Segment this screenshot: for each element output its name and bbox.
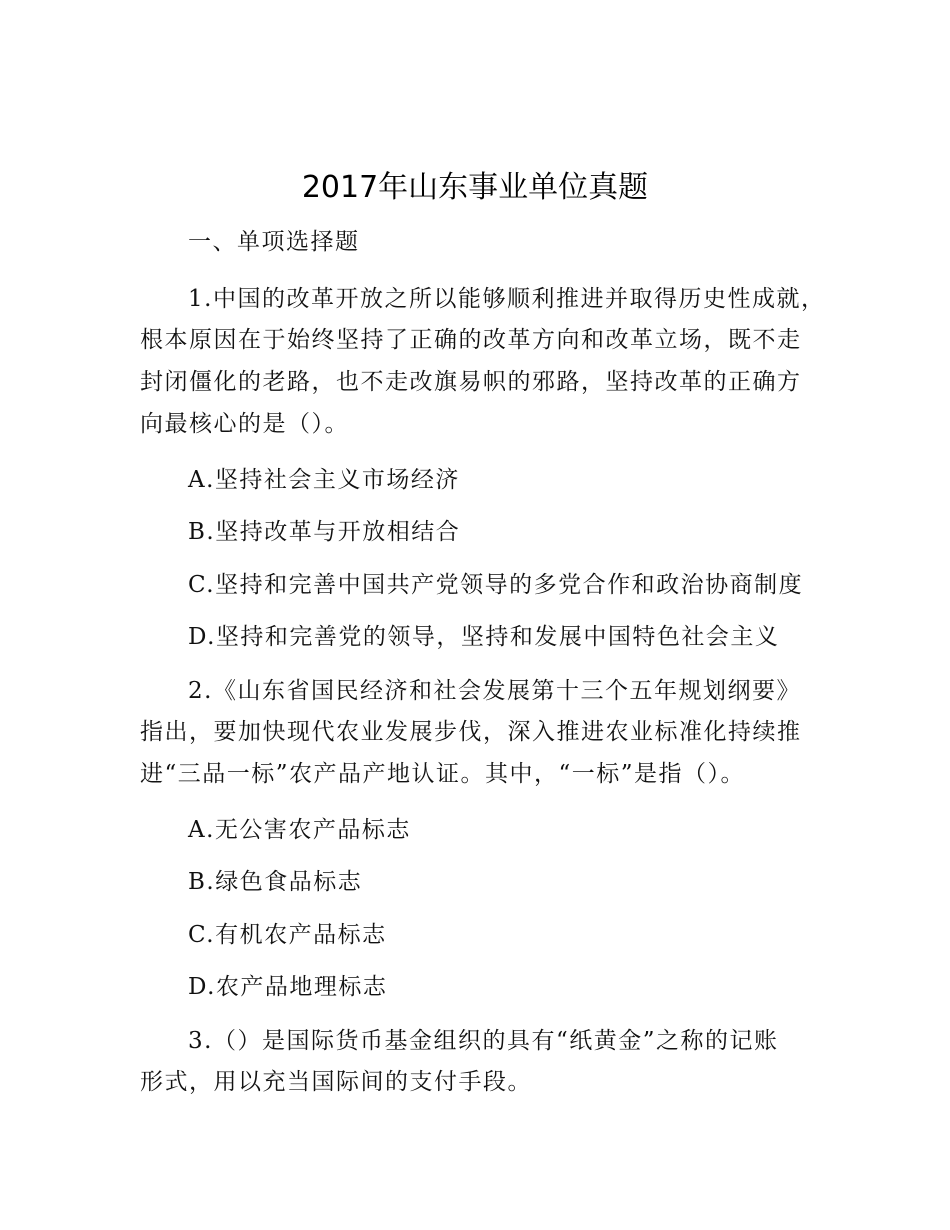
question-3-line-1: 3.（）是国际货币基金组织的具有“纸黄金”之称的记账 [188, 1028, 779, 1054]
question-1-option-c: C.坚持和完善中国共产党领导的多党合作和政治协商制度 [188, 572, 804, 598]
question-2-option-a: A.无公害农产品标志 [188, 817, 411, 843]
question-2-line-3: 进“三品一标”农产品产地认证。其中，“一标”是指（）。 [140, 761, 746, 787]
question-2-option-b: B.绿色食品标志 [188, 869, 363, 895]
question-1-line-1: 1.中国的改革开放之所以能够顺利推进并取得历史性成就， [188, 286, 826, 312]
question-1-option-a: A.坚持社会主义市场经济 [188, 467, 460, 493]
question-2-line-2: 指出，要加快现代农业发展步伐，深入推进农业标准化持续推 [140, 719, 802, 745]
question-1-option-d: D.坚持和完善党的领导，坚持和发展中国特色社会主义 [188, 624, 780, 650]
document-title: 2017年山东事业单位真题 [301, 170, 649, 205]
question-2-option-d: D.农产品地理标志 [188, 974, 388, 1000]
question-1-option-b: B.坚持改革与开放相结合 [188, 519, 461, 545]
question-2-line-1: 2.《山东省国民经济和社会发展第十三个五年规划纲要》 [188, 678, 801, 704]
section-heading: 一、单项选择题 [188, 229, 360, 255]
question-1-line-3: 封闭僵化的老路，也不走改旗易帜的邪路，坚持改革的正确方 [140, 369, 802, 395]
question-3-line-2: 形式，用以充当国际间的支付手段。 [140, 1069, 532, 1095]
question-1-line-2: 根本原因在于始终坚持了正确的改革方向和改革立场，既不走 [140, 327, 802, 353]
question-1-line-4: 向最核心的是（）。 [140, 411, 349, 437]
question-2-option-c: C.有机农产品标志 [188, 922, 387, 948]
